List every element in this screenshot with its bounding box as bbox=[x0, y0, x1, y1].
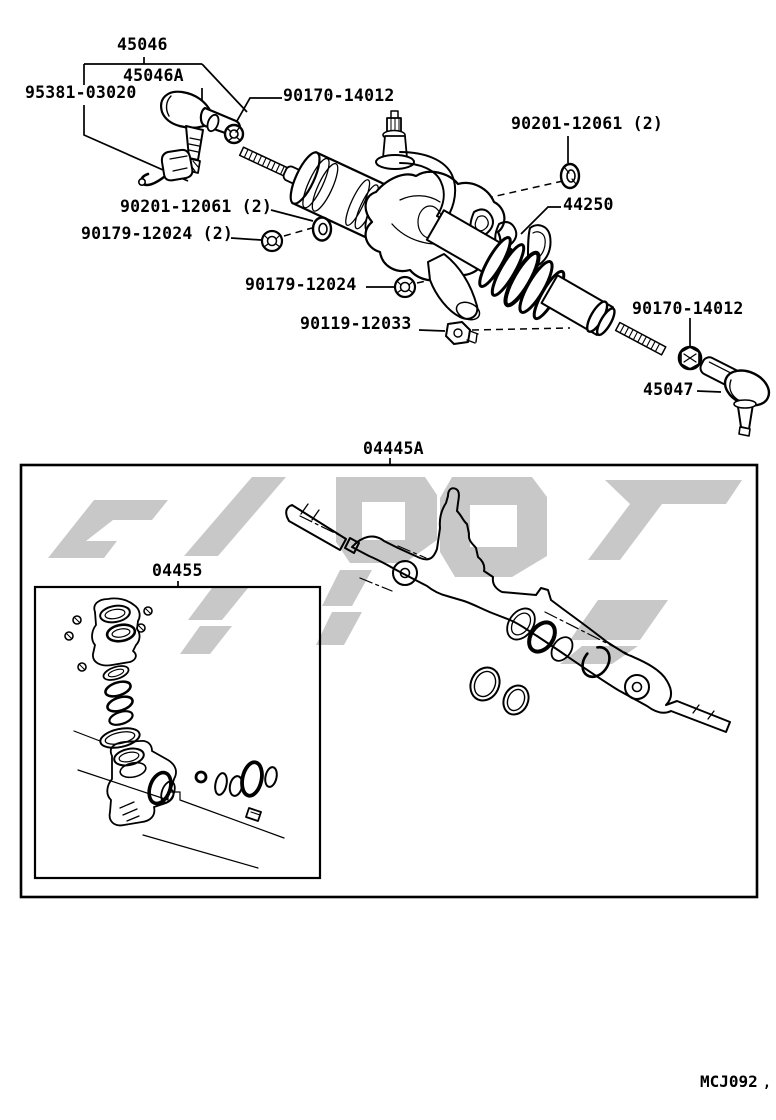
drawing-code-mark: , bbox=[762, 1075, 772, 1091]
cylinder-end-drawing bbox=[541, 274, 619, 338]
nut-90179-drawing bbox=[395, 277, 415, 297]
inner-tie-rod-right-drawing bbox=[616, 322, 666, 354]
part-label-04445a: 04445A bbox=[363, 439, 424, 458]
lock-nut-right-drawing bbox=[679, 347, 701, 369]
nut-90179-pair-drawing bbox=[262, 231, 282, 251]
tie-rod-end-right-drawing bbox=[698, 355, 775, 436]
part-label-90170-14012-left: 90170-14012 bbox=[283, 86, 395, 105]
part-label-45046a: 45046A bbox=[123, 66, 184, 85]
drawing-code-text: MCJ092 bbox=[700, 1072, 758, 1091]
part-label-45046: 45046 bbox=[117, 35, 168, 54]
control-valve-drawing bbox=[376, 111, 414, 169]
seal-kit-drawing bbox=[65, 598, 284, 868]
part-label-90179-12024-pair: 90179-12024 (2) bbox=[81, 224, 234, 243]
part-label-90179-12024: 90179-12024 bbox=[245, 275, 357, 294]
part-label-90201-12061-upper: 90201-12061 (2) bbox=[511, 114, 664, 133]
part-label-44250: 44250 bbox=[563, 195, 614, 214]
grommet-lower-drawing bbox=[313, 218, 331, 241]
part-label-90119-12033: 90119-12033 bbox=[300, 314, 412, 333]
bolt-90119-drawing bbox=[446, 322, 478, 344]
grommet-upper-drawing bbox=[561, 164, 579, 188]
part-label-90170-14012-right: 90170-14012 bbox=[632, 299, 744, 318]
part-label-45047: 45047 bbox=[643, 380, 694, 399]
part-label-04455: 04455 bbox=[152, 561, 203, 580]
drawing-code bbox=[700, 1072, 771, 1091]
part-label-90201-12061-lower: 90201-12061 (2) bbox=[120, 197, 273, 216]
part-label-95381-03020: 95381-03020 bbox=[25, 83, 137, 102]
